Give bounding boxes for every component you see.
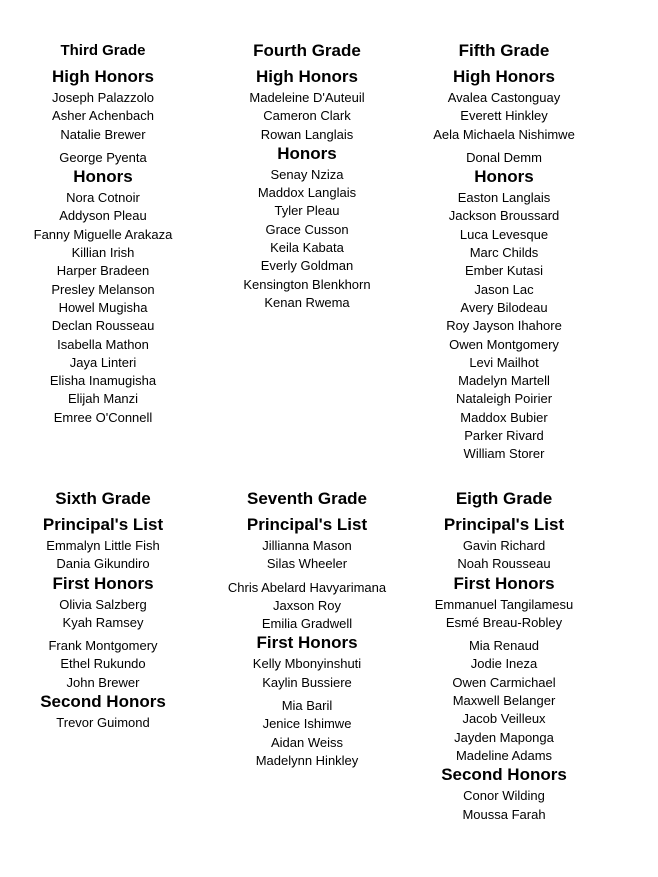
student-name: Tyler Pleau: [274, 203, 340, 219]
grade-heading: Third Grade: [60, 42, 146, 59]
student-name: Noah Rousseau: [457, 556, 551, 572]
eighth-grade-column: [404, 490, 604, 824]
student-name: Nataleigh Poirier: [455, 391, 553, 407]
student-name: Elisha Inamugisha: [49, 373, 157, 389]
honor-section-heading: First Honors: [52, 573, 154, 593]
student-name: Luca Levesque: [459, 226, 549, 242]
grade-heading: Fourth Grade: [253, 41, 361, 60]
student-name: Everett Hinkley: [460, 108, 548, 124]
student-name: Roy Jayson Ihahore: [446, 318, 562, 334]
student-name: George Pyenta: [59, 149, 147, 165]
student-name: Keila Kabata: [270, 240, 344, 256]
student-name: Presley Melanson: [51, 281, 155, 297]
student-name: Esmé Breau-Robley: [445, 614, 563, 630]
student-name: Avalea Castonguay: [447, 90, 561, 105]
student-name: Madelynn Hinkley: [255, 752, 359, 768]
student-name: Emmalyn Little Fish: [46, 538, 160, 553]
fourth-grade-column: [207, 42, 407, 312]
student-name: Ethel Rukundo: [60, 656, 146, 672]
seventh-grade-column: [207, 490, 407, 770]
third-grade-column: [3, 42, 203, 427]
student-name: Owen Carmichael: [452, 674, 556, 690]
student-name: Kaylin Bussiere: [262, 674, 352, 690]
grade-heading: Sixth Grade: [55, 489, 151, 508]
student-name: Owen Montgomery: [449, 336, 559, 352]
grade-heading: Fifth Grade: [458, 41, 550, 60]
student-name: Parker Rivard: [464, 428, 544, 444]
student-name: Madeleine D'Auteuil: [249, 90, 365, 105]
student-name: Kenan Rwema: [264, 294, 350, 310]
student-name: Madeline Adams: [455, 747, 553, 763]
student-name: Jodie Ineza: [470, 656, 538, 672]
student-name: Elijah Manzi: [67, 391, 139, 407]
student-name: Grace Cusson: [265, 221, 349, 237]
student-name: Madelyn Martell: [458, 373, 550, 389]
honor-section-heading: Second Honors: [40, 692, 166, 712]
student-name: Emilia Gradwell: [261, 616, 353, 632]
fifth-grade-column: [404, 42, 604, 464]
student-name: Maddox Bubier: [460, 409, 548, 425]
sixth-grade-column: [3, 490, 203, 732]
student-name: Chris Abelard Havyarimana: [227, 579, 387, 595]
student-name: Kyah Ramsey: [62, 614, 144, 630]
student-name: Jacob Veilleux: [462, 711, 546, 727]
student-name: Ember Kutasi: [464, 263, 544, 279]
student-name: Harper Bradeen: [56, 263, 150, 279]
student-name: Jaya Linteri: [69, 354, 137, 370]
student-name: Jillianna Mason: [262, 538, 352, 553]
student-name: Jason Lac: [474, 281, 534, 297]
honor-section-heading: Honors: [277, 143, 337, 163]
student-name: Isabella Mathon: [57, 336, 149, 352]
student-name: Frank Montgomery: [48, 638, 158, 654]
student-name: Olivia Salzberg: [59, 596, 147, 612]
student-name: Maddox Langlais: [257, 185, 357, 201]
student-name: Jayden Maponga: [454, 729, 554, 745]
student-name: Easton Langlais: [457, 190, 551, 206]
grade-heading: Seventh Grade: [247, 489, 367, 508]
student-name: William Storer: [463, 446, 545, 462]
student-name: Conor Wilding: [463, 788, 545, 804]
student-name: Cameron Clark: [263, 108, 351, 124]
student-name: Maxwell Belanger: [452, 693, 556, 709]
student-name: Marc Childs: [469, 245, 539, 261]
student-name: Joseph Palazzolo: [52, 90, 154, 105]
grade-heading: Eigth Grade: [455, 489, 553, 508]
honor-section-heading: Principal's List: [42, 515, 164, 534]
honor-section-heading: Honors: [474, 167, 534, 187]
student-name: Rowan Langlais: [260, 126, 354, 142]
student-name: Howel Mugisha: [58, 299, 148, 315]
student-name: Natalie Brewer: [60, 126, 146, 142]
student-name: Nora Cotnoir: [66, 190, 140, 206]
student-name: Jaxson Roy: [273, 597, 341, 613]
student-name: Gavin Richard: [462, 538, 546, 553]
student-name: Everly Goldman: [260, 258, 354, 274]
honor-section-heading: Principal's List: [246, 515, 368, 534]
student-name: Declan Rousseau: [51, 318, 155, 334]
student-name: Silas Wheeler: [266, 556, 348, 572]
student-name: Emmanuel Tangilamesu: [434, 596, 574, 612]
student-name: Donal Demm: [466, 149, 542, 165]
student-name: Levi Mailhot: [469, 354, 539, 370]
honor-section-heading: First Honors: [453, 573, 555, 593]
honor-section-heading: Honors: [73, 167, 133, 187]
student-name: Emree O'Connell: [53, 409, 153, 425]
student-name: Kensington Blenkhorn: [243, 276, 371, 292]
student-name: Fanny Miguelle Arakaza: [33, 226, 173, 242]
student-name: Trevor Guimond: [56, 715, 150, 731]
student-name: Jackson Broussard: [448, 208, 560, 224]
honor-section-heading: Second Honors: [441, 765, 567, 785]
student-name: John Brewer: [66, 674, 140, 690]
honor-section-heading: High Honors: [256, 67, 358, 86]
student-name: Killian Irish: [71, 245, 135, 261]
student-name: Mia Renaud: [468, 638, 540, 654]
honor-section-heading: Principal's List: [443, 515, 565, 534]
student-name: Asher Achenbach: [52, 108, 154, 124]
student-name: Avery Bilodeau: [460, 299, 548, 315]
student-name: Addyson Pleau: [59, 208, 147, 224]
student-name: Aidan Weiss: [270, 734, 343, 750]
student-name: Dania Gikundiro: [56, 556, 150, 572]
honor-section-heading: High Honors: [453, 67, 555, 86]
honor-section-heading: First Honors: [256, 633, 358, 653]
honor-section-heading: High Honors: [52, 67, 154, 86]
student-name: Mia Baril: [281, 698, 333, 714]
student-name: Senay Nziza: [270, 166, 344, 182]
student-name: Aela Michaela Nishimwe: [433, 126, 575, 142]
student-name: Kelly Mbonyinshuti: [252, 656, 362, 672]
student-name: Moussa Farah: [462, 806, 546, 822]
student-name: Jenice Ishimwe: [262, 716, 352, 732]
